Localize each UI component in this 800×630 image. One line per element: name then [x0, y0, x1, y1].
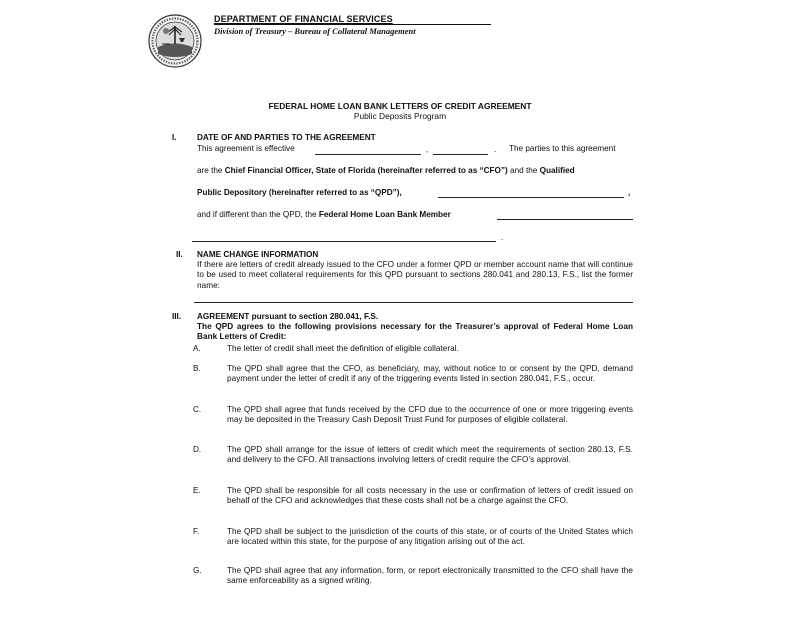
fhlb-member-field-line-2[interactable] [192, 241, 496, 242]
section-2-text: If there are letters of credit already issued to the CFO under a former QPD or member account name that will continue to be used to meet collateral requirements for this QPD pursuant to sections 280.041 and 280.13, F.S., list the former name: [197, 260, 633, 290]
section-2-heading: NAME CHANGE INFORMATION [197, 250, 319, 259]
former-name-field[interactable] [194, 302, 633, 303]
section-3-heading: AGREEMENT pursuant to section 280.041, F.S. [197, 312, 379, 321]
section-3-number: III. [172, 312, 182, 321]
document-title: FEDERAL HOME LOAN BANK LETTERS OF CREDIT AGREEMENT [268, 101, 532, 111]
item-f-text: The QPD shall be subject to the jurisdiction of the courts of this state, or of courts of the United States which are located within this state, for the purpose of any litigation arising out of the act. [227, 527, 633, 547]
item-e-letter: E. [193, 486, 201, 495]
item-c-text: The QPD shall agree that funds received by the CFO due to the occurrence of one or more triggering events may be deposited in the Treasury Cash Deposit Trust Fund for purposes of eligible collateral. [227, 405, 633, 425]
department-name: DEPARTMENT OF FINANCIAL SERVICES [214, 14, 393, 24]
section-1-number: I. [172, 133, 177, 142]
qpd-name-field[interactable] [438, 197, 624, 198]
item-g-letter: G. [193, 566, 202, 575]
item-c-letter: C. [193, 405, 202, 414]
section-2-number: II. [176, 250, 183, 259]
item-d-text: The QPD shall arrange for the issue of letters of credit which meet the requirements of section 280.13, F.S. and delivery to the CFO. All transactions involving letters of credit require the CFO’s approval. [227, 445, 633, 465]
item-e-text: The QPD shall be responsible for all costs necessary in the use or confirmation of letters of credit issued on behalf of the CFO and acknowledges that these costs shall not be a charge against the CFO. [227, 486, 633, 506]
section-1-heading: DATE OF AND PARTIES TO THE AGREEMENT [197, 133, 376, 142]
effective-date-field-2[interactable] [433, 154, 488, 155]
item-a-letter: A. [193, 344, 201, 353]
period-2: . [501, 233, 504, 242]
item-d-letter: D. [193, 445, 202, 454]
document-subtitle: Public Deposits Program [353, 111, 447, 121]
header-underline [214, 24, 491, 25]
comma-2: , [628, 188, 631, 197]
comma: , [426, 145, 429, 154]
parties-text: The parties to this agreement [509, 144, 616, 153]
state-seal-logo [148, 14, 202, 68]
item-f-letter: F. [193, 527, 200, 536]
parties-line: are the Chief Financial Officer, State of Florida (hereinafter referred to as “CFO”) and the Qualified [197, 166, 575, 175]
item-b-text: The QPD shall agree that the CFO, as beneficiary, may, without notice to or consent by the QPD, demand payment under the letter of credit if any of the triggering events listed in section 280.041, F.S., occur. [227, 364, 633, 384]
qpd-label: Public Depository (hereinafter referred to as “QPD”), [197, 188, 402, 197]
item-g-text: The QPD shall agree that any information, form, or report electronically transmitted to the CFO shall have the same enforceability as a signed writing. [227, 566, 633, 586]
item-b-letter: B. [193, 364, 201, 373]
effective-date-field-1[interactable] [315, 154, 421, 155]
fhlb-member-field[interactable] [497, 219, 633, 220]
period: . [494, 145, 497, 154]
fhlb-member-label: and if different than the QPD, the Federal Home Loan Bank Member [197, 210, 451, 219]
effective-date-label: This agreement is effective [197, 144, 295, 153]
item-a-text: The letter of credit shall meet the definition of eligible collateral. [227, 344, 459, 353]
section-3-intro: The QPD agrees to the following provisions necessary for the Treasurer’s approval of Federal Home Loan Bank Letters of Credit: [197, 322, 633, 342]
division-name: Division of Treasury – Bureau of Collateral Management [214, 26, 416, 36]
